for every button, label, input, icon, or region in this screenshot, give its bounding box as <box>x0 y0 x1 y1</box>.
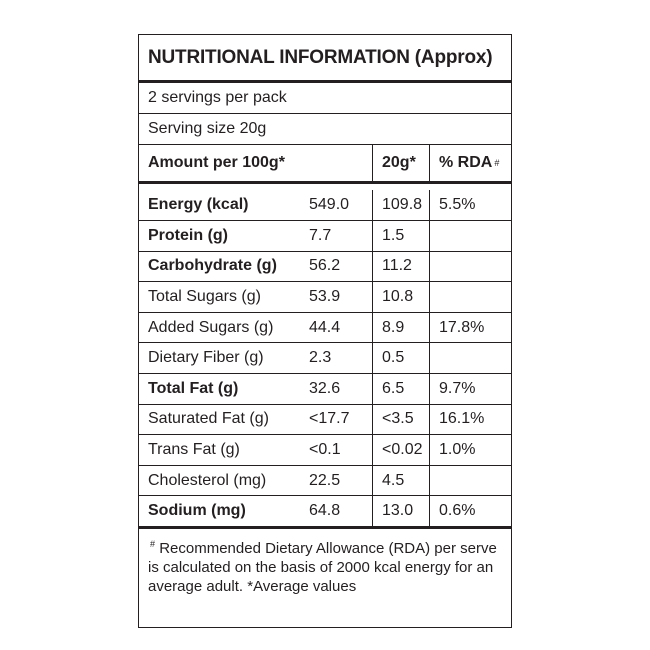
value-rda <box>429 252 511 282</box>
header-rda-label: % RDA <box>439 154 493 171</box>
value-per-20g: 13.0 <box>372 496 429 526</box>
table-row <box>139 184 511 221</box>
footnote-mark: # <box>150 539 156 550</box>
value-per-100g: 64.8 <box>309 502 341 520</box>
value-rda: 1.0% <box>429 435 511 465</box>
serving-size: Serving size 20g <box>139 114 511 145</box>
value-per-20g: 8.9 <box>372 313 429 343</box>
table-row <box>139 466 511 497</box>
value-per-20g: <3.5 <box>372 405 429 435</box>
nutrient-name: Saturated Fat (g) <box>148 410 269 428</box>
value-per-20g: 10.8 <box>372 282 429 312</box>
value-per-100g: 22.5 <box>309 471 341 489</box>
table-row <box>139 252 511 283</box>
value-rda: 17.8% <box>429 313 511 343</box>
table-row <box>139 435 511 466</box>
value-per-100g: 44.4 <box>309 318 341 336</box>
nutrient-name: Total Sugars (g) <box>148 287 261 305</box>
nutrient-name: Energy (kcal) <box>148 196 249 213</box>
servings-per-pack: 2 servings per pack <box>139 83 511 114</box>
value-per-20g: 109.8 <box>372 190 429 220</box>
value-per-100g: 56.2 <box>309 257 341 275</box>
value-rda: 9.7% <box>429 374 511 404</box>
footnote-text: Recommended Dietary Allowance (RDA) per serve is calculated on the basis of 2000 kcal energy for an average adult. *Average values <box>148 540 497 596</box>
table-header <box>139 145 511 184</box>
value-per-20g: 11.2 <box>372 252 429 282</box>
nutrition-panel <box>138 34 512 628</box>
value-per-100g: 32.6 <box>309 379 341 397</box>
value-per-100g: 53.9 <box>309 287 341 305</box>
value-per-20g: 1.5 <box>372 221 429 251</box>
nutrient-name: Sodium (mg) <box>148 502 246 520</box>
table-row <box>139 313 511 344</box>
header-rda-mark: # <box>494 158 500 168</box>
nutrient-name: Protein (g) <box>148 226 228 244</box>
table-row <box>139 374 511 405</box>
value-rda <box>429 221 511 251</box>
header-rda <box>429 145 511 181</box>
value-per-20g: <0.02 <box>372 435 429 465</box>
value-per-100g: 2.3 <box>309 349 332 367</box>
value-per-20g: 0.5 <box>372 343 429 373</box>
nutrient-name: Cholesterol (mg) <box>148 471 267 489</box>
table-row <box>139 221 511 252</box>
footnote <box>139 529 511 596</box>
nutrient-name: Dietary Fiber (g) <box>148 349 264 367</box>
value-rda: 0.6% <box>429 496 511 526</box>
value-rda <box>429 282 511 312</box>
header-amount: Amount per 100g* <box>148 154 285 171</box>
value-rda: 5.5% <box>429 190 511 220</box>
value-rda <box>429 343 511 373</box>
nutrient-name: Added Sugars (g) <box>148 318 274 336</box>
panel-title: NUTRITIONAL INFORMATION (Approx) <box>139 35 511 83</box>
value-per-100g: <0.1 <box>309 440 341 458</box>
value-rda <box>429 466 511 496</box>
nutrient-name: Total Fat (g) <box>148 379 239 397</box>
table-row <box>139 405 511 436</box>
value-per-20g: 6.5 <box>372 374 429 404</box>
header-serving: 20g* <box>372 145 429 181</box>
value-per-100g: <17.7 <box>309 410 350 428</box>
table-row <box>139 282 511 313</box>
nutrient-name: Trans Fat (g) <box>148 440 240 458</box>
value-per-20g: 4.5 <box>372 466 429 496</box>
value-rda: 16.1% <box>429 405 511 435</box>
table-row <box>139 343 511 374</box>
nutrient-name: Carbohydrate (g) <box>148 257 277 275</box>
value-per-100g: 549.0 <box>309 196 350 213</box>
table-row <box>139 496 511 529</box>
value-per-100g: 7.7 <box>309 226 332 244</box>
nutrient-rows <box>139 184 511 529</box>
